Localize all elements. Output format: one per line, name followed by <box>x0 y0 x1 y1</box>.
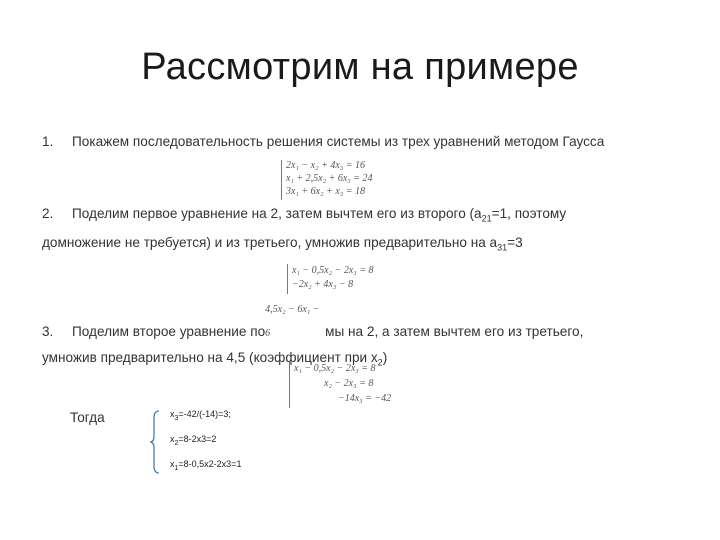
step-3-number: 3. <box>42 324 54 339</box>
step-2-text-d: =3 <box>507 234 523 250</box>
solution-x1-sub: 1 <box>174 464 179 472</box>
system-2-eq-1: x₁ − 0,5x₂ − 2x₃ = 8 <box>292 265 374 276</box>
step-1-number: 1. <box>42 134 54 149</box>
system-2-eq-2: −2x₂ + 4x₃ − 8 <box>292 279 354 290</box>
solution-x2 <box>170 434 216 447</box>
step-1 <box>42 130 604 154</box>
solution-x3 <box>170 409 231 422</box>
step-2-sub-a21: 21 <box>481 213 492 224</box>
system-1-brace <box>281 160 282 200</box>
system-2 <box>292 266 374 290</box>
solution-x3-expr: =-42/(-14)=3; <box>178 409 231 419</box>
step-2-text-a: Поделим первое уравнение на 2, затем вычтем его из второго (a <box>72 206 482 221</box>
step-3-text-d: ) <box>382 350 388 365</box>
system-1 <box>286 161 373 197</box>
then-label: Тогда <box>70 410 105 425</box>
step-3-text-b: мы на 2, а затем вычтем его из третьего, <box>325 324 584 339</box>
solution-brace <box>150 410 160 474</box>
step-2-number: 2. <box>42 206 54 221</box>
step-1-text: Покажем последовательность решения системы из трех уравнений методом Гаусса <box>72 134 605 149</box>
system-1-eq-2: x₁ + 2,5x₂ + 6x₃ = 24 <box>286 173 373 184</box>
solution-x1-expr: =8-0,5x2-2x3=1 <box>178 459 242 469</box>
system-3 <box>294 364 391 404</box>
system-3-brace <box>289 362 290 408</box>
step-2-text-b: =1, поэтому <box>491 206 567 221</box>
system-2-brace <box>287 264 288 294</box>
system-3-eq-1: x₁ − 0,5x₂ − 2x₃ = 8 <box>294 363 376 374</box>
solution-x1-var: x <box>170 459 175 469</box>
step-2 <box>42 202 682 259</box>
step-3-text-c: умножив предварительно на 4,5 (коэффициент при x <box>42 350 378 365</box>
system-3-eq-3: −14x₃ = −42 <box>338 393 392 404</box>
solution-x2-sub: 2 <box>174 439 179 447</box>
solution-x2-var: x <box>170 434 175 444</box>
step-3-sub-x2: 2 <box>377 357 383 368</box>
solution-x1 <box>170 459 241 472</box>
system-1-eq-1: 2x₁ − x₂ + 4x₃ = 16 <box>286 160 365 171</box>
solution-x2-expr: =8-2x3=2 <box>178 434 217 444</box>
system-3-eq-2: x₂ − 2x₃ = 8 <box>324 378 374 389</box>
system-1-eq-3: 3x₁ + 6x₂ + x₃ = 18 <box>286 186 365 197</box>
step-2-text-c: домножение не требуется) и из третьего, умножив предварительно на a <box>42 234 498 250</box>
step-3-text-a: Поделим второе уравнение по <box>72 324 266 339</box>
system-2-eq-3-overlap: 4,5x₂ − 6x₁ − 6 <box>265 304 320 339</box>
slide-title: Рассмотрим на примере <box>141 46 579 88</box>
solution-x3-sub: 3 <box>174 414 179 422</box>
solution-x3-var: x <box>170 409 175 419</box>
step-2-sub-a31: 31 <box>497 242 508 253</box>
